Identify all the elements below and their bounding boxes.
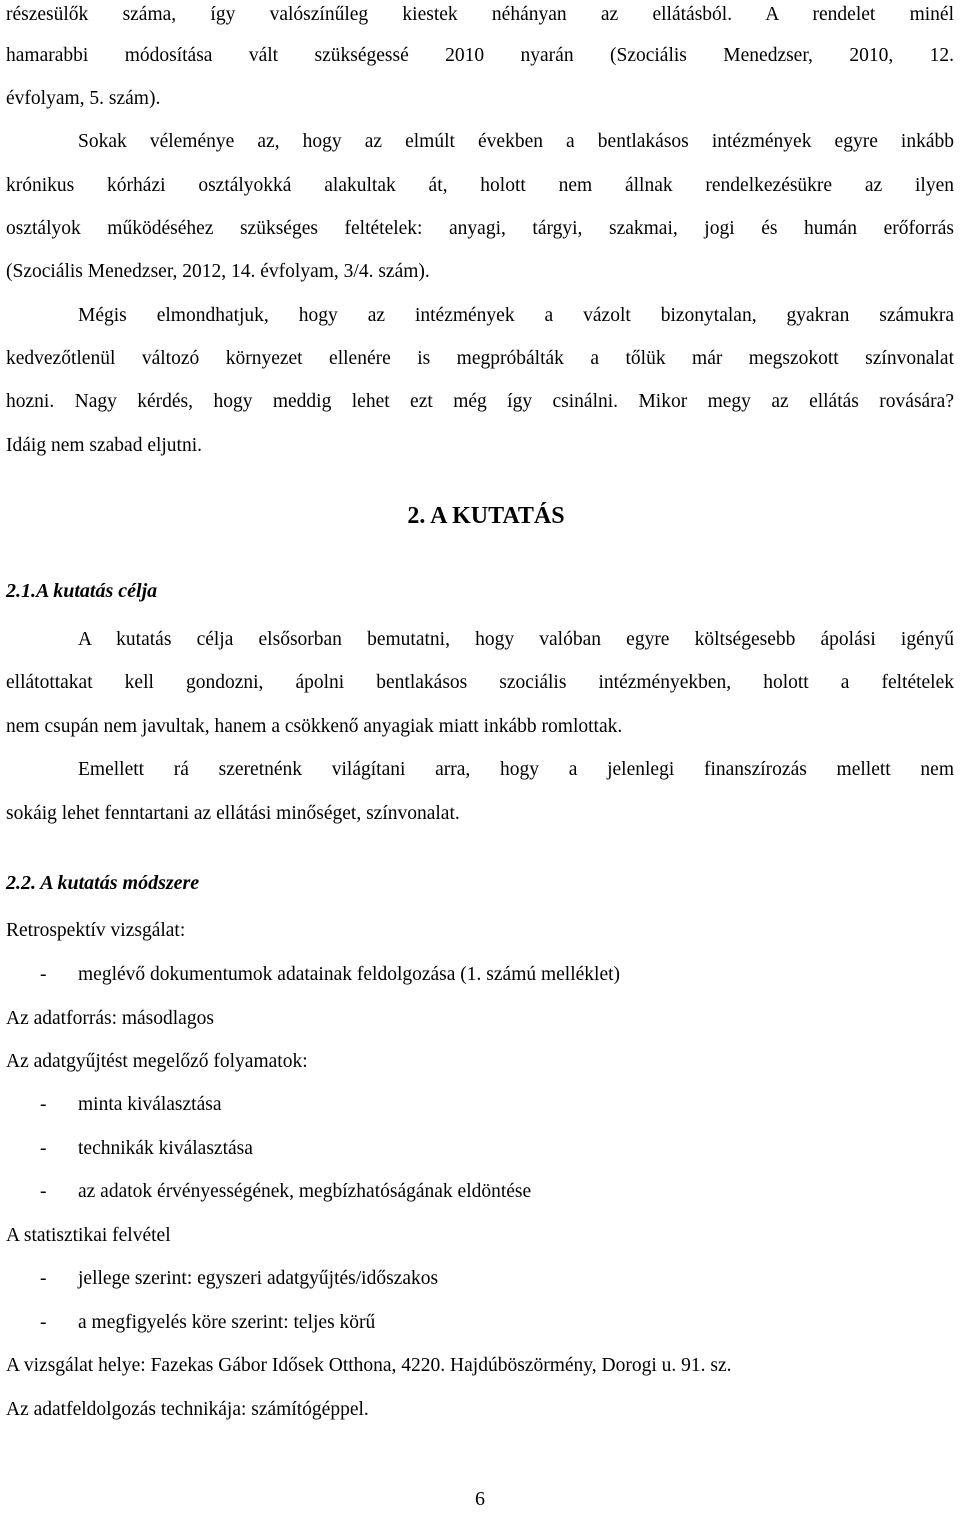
nevertheless-line-4: Idáig nem szabad eljutni. xyxy=(6,435,203,456)
opinion-line-1: Sokak véleménye az, hogy az elmúlt években a bentlakásos intézmények egyre inkább xyxy=(78,131,954,152)
dash-bullet: - xyxy=(40,1181,47,1202)
nevertheless-line-3: hozni. Nagy kérdés, hogy meddig lehet ezt még így csinálni. Mikor megy az ellátás rovására? xyxy=(6,391,954,412)
preceding-item-3: az adatok érvényességének, megbízhatóságának eldöntése xyxy=(78,1181,532,1202)
subsection-2-title: 2.2. A kutatás módszere xyxy=(6,872,200,894)
preceding-item-1: minta kiválasztása xyxy=(78,1094,222,1115)
dash-bullet: - xyxy=(40,964,47,985)
opinion-line-3: osztályok működéséhez szükséges feltételek: anyagi, tárgyi, szakmai, jogi és humán erőforrás xyxy=(6,218,954,239)
technique-line: Az adatfeldolgozás technikája: számítógéppel. xyxy=(6,1399,369,1420)
dash-bullet: - xyxy=(40,1094,47,1115)
aim-line-4: Emellett rá szeretnénk világítani arra, hogy a jelenlegi finanszírozás mellett nem xyxy=(78,759,954,780)
opinion-line-2: krónikus kórházi osztályokká alakultak át, holott nem állnak rendelkezésükre az ilyen xyxy=(6,175,954,196)
nevertheless-line-2: kedvezőtlenül változó környezet ellenére is megpróbálták a tőlük már megszokott színvonalat xyxy=(6,348,954,369)
stat-item-2: a megfigyelés köre szerint: teljes körű xyxy=(78,1312,376,1333)
stat-item-1: jellege szerint: egyszeri adatgyűjtés/időszakos xyxy=(78,1268,439,1289)
subsection-1-title: 2.1.A kutatás célja xyxy=(6,580,158,602)
dash-bullet: - xyxy=(40,1138,47,1159)
preceding-label: Az adatgyűjtést megelőző folyamatok: xyxy=(6,1051,308,1072)
nevertheless-line-1: Mégis elmondhatjuk, hogy az intézmények a vázolt bizonytalan, gyakran számukra xyxy=(78,305,954,326)
source-line: Az adatforrás: másodlagos xyxy=(6,1008,214,1029)
retro-item-1: meglévő dokumentumok adatainak feldolgozása (1. számú melléklet) xyxy=(78,964,621,985)
intro-line-3: évfolyam, 5. szám). xyxy=(6,88,161,109)
opinion-line-4: (Szociális Menedzser, 2012, 14. évfolyam, 3/4. szám). xyxy=(6,261,430,282)
section-heading: 2. A KUTATÁS xyxy=(407,503,565,529)
stat-label: A statisztikai felvétel xyxy=(6,1225,171,1246)
aim-line-2: ellátottakat kell gondozni, ápolni bentlakásos szociális intézményekben, holott a feltételek xyxy=(6,672,954,693)
preceding-item-2: technikák kiválasztása xyxy=(78,1138,253,1159)
intro-line-1: részesülők száma, így valószínűleg kiestek néhányan az ellátásból. A rendelet minél xyxy=(6,4,954,25)
dash-bullet: - xyxy=(40,1268,47,1289)
aim-line-1: A kutatás célja elsősorban bemutatni, hogy valóban egyre költségesebb ápolási igényű xyxy=(78,629,954,650)
aim-line-3: nem csupán nem javultak, hanem a csökkenő anyagiak miatt inkább romlottak. xyxy=(6,716,623,737)
retro-label: Retrospektív vizsgálat: xyxy=(6,920,186,941)
location-line: A vizsgálat helye: Fazekas Gábor Idősek Otthona, 4220. Hajdúböszörmény, Dorogi u. 91. sz. xyxy=(6,1355,732,1376)
dash-bullet: - xyxy=(40,1312,47,1333)
page-number: 6 xyxy=(475,1488,485,1510)
aim-line-5: sokáig lehet fenntartani az ellátási minőséget, színvonalat. xyxy=(6,803,460,824)
intro-line-2: hamarabbi módosítása vált szükségessé 2010 nyarán (Szociális Menedzser, 2010, 12. xyxy=(6,45,954,66)
